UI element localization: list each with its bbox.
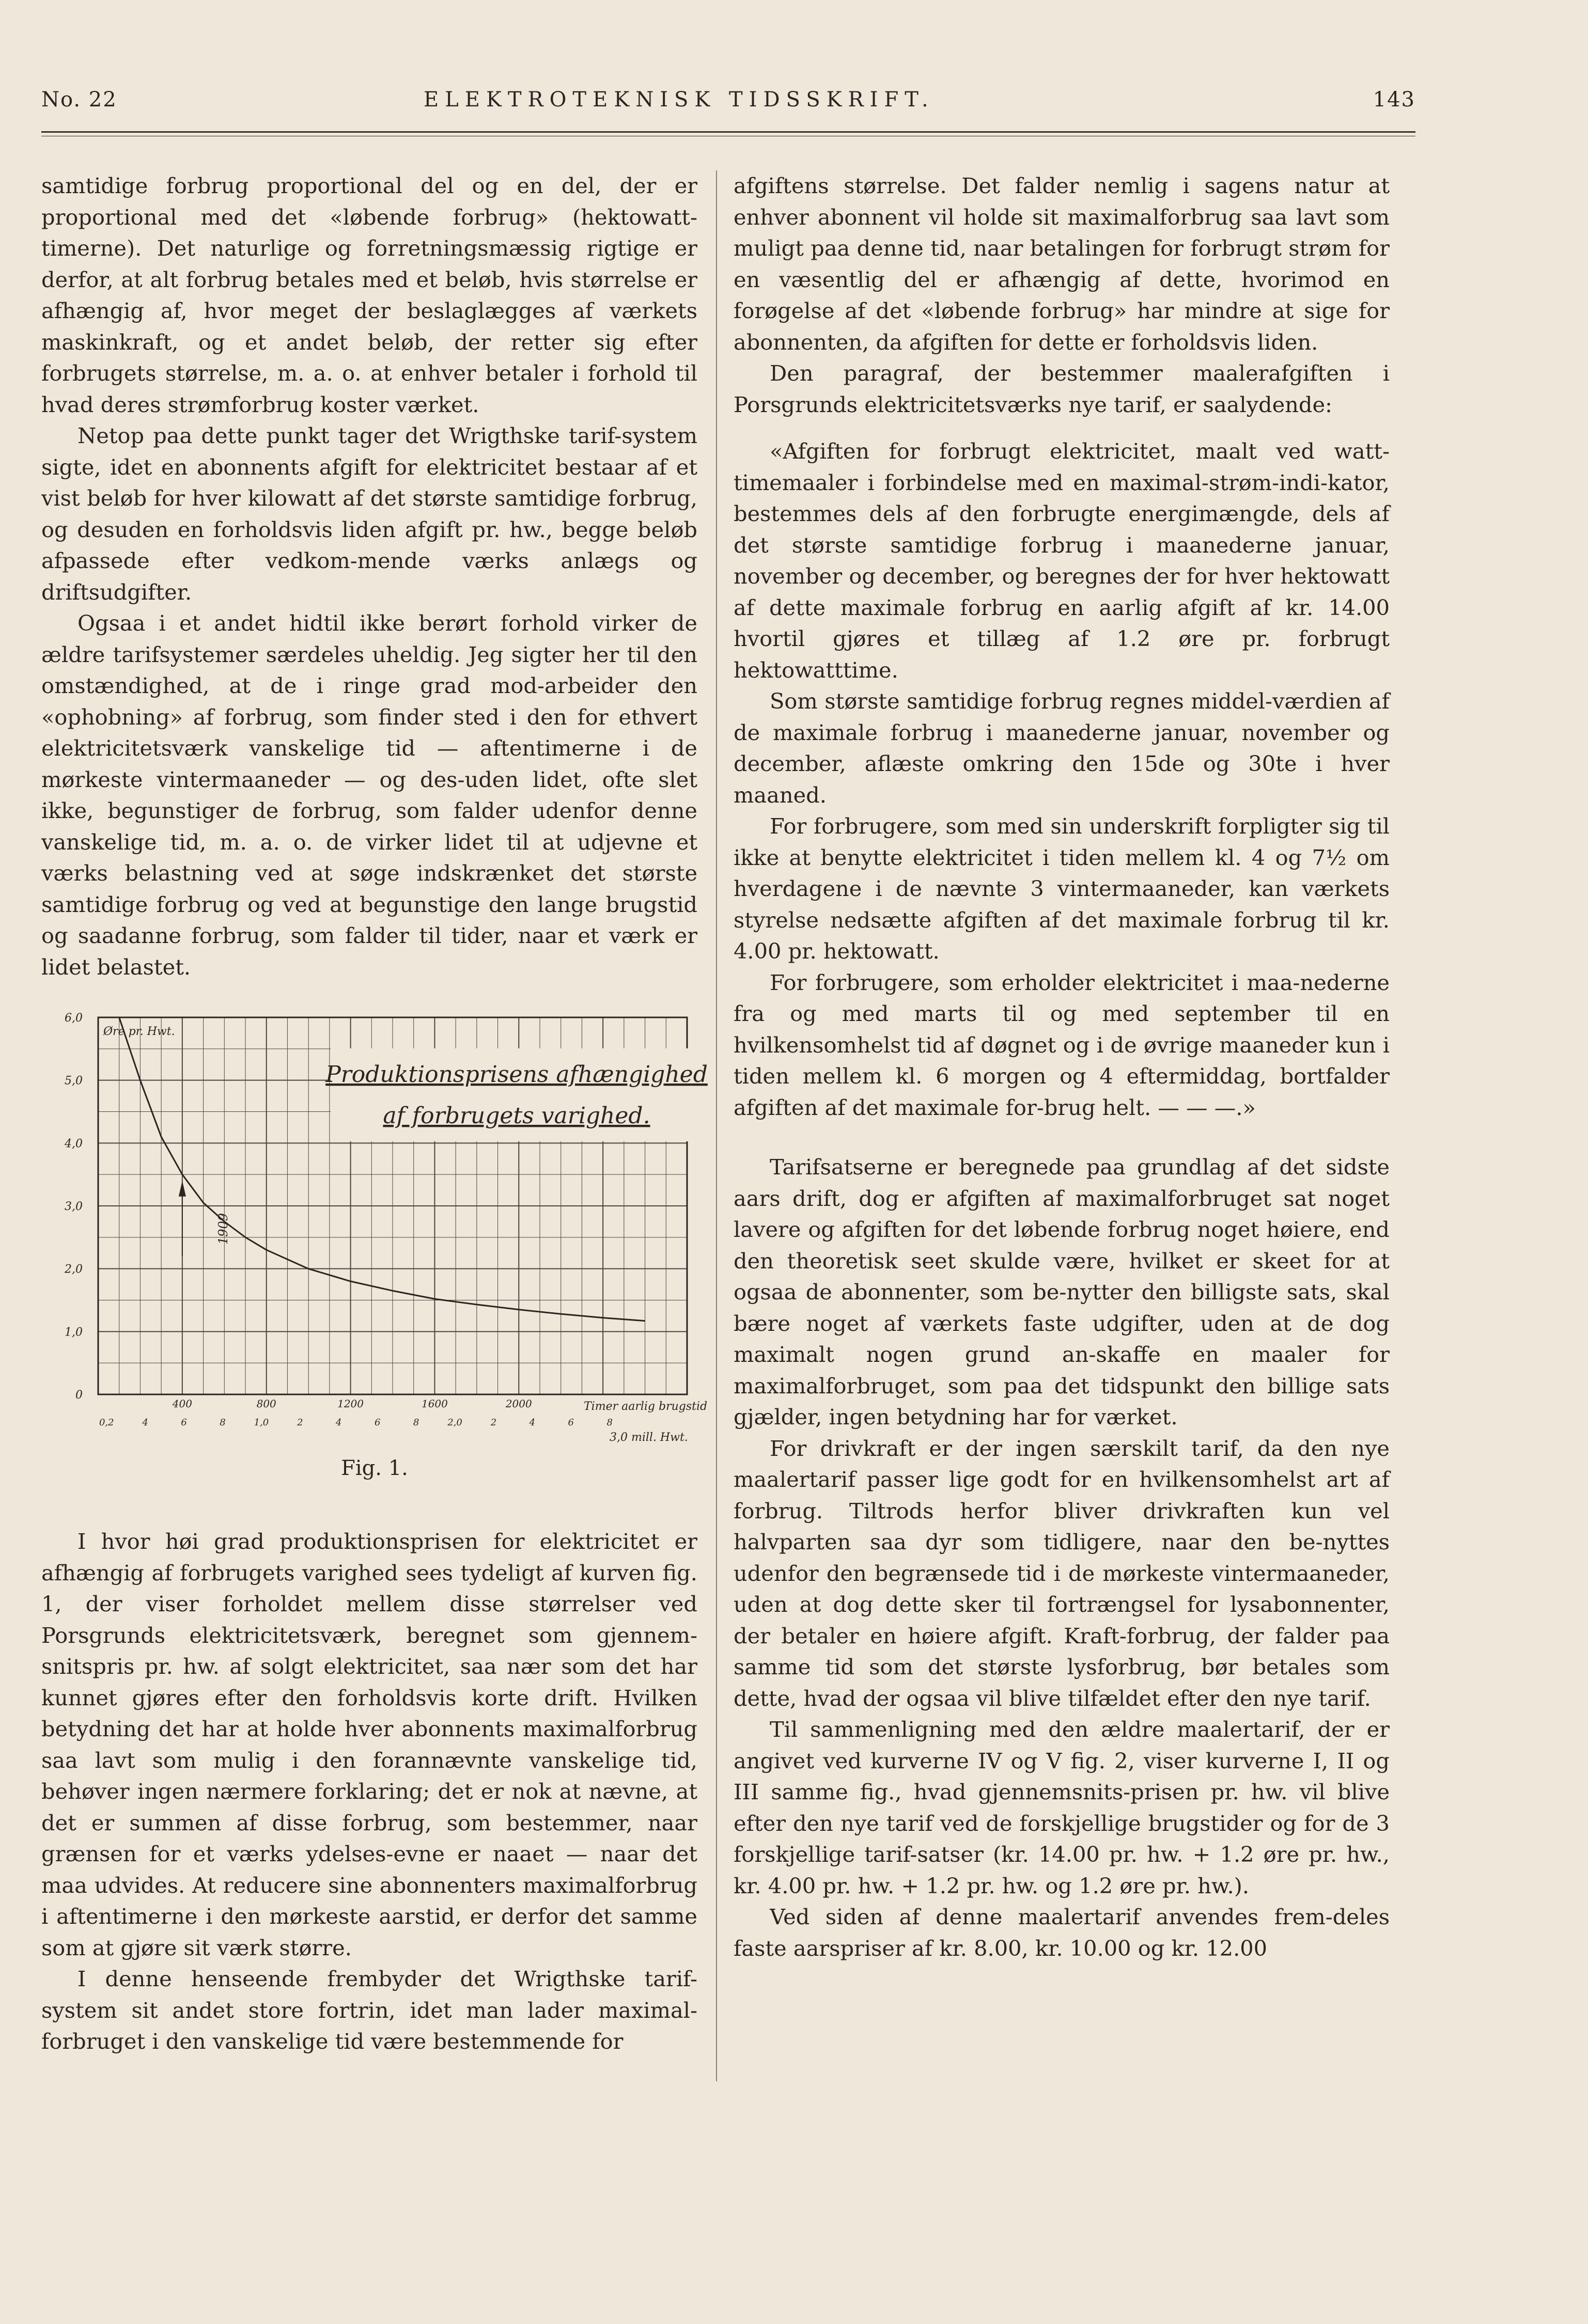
x-secondary-tick-label: 8: [413, 1417, 419, 1428]
issue-number: No. 22: [41, 88, 117, 112]
y-unit-label: Øre pr. Hwt.: [103, 1025, 175, 1038]
x-secondary-tick-label: 8: [220, 1417, 226, 1428]
x-tick-label: 1200: [337, 1397, 364, 1410]
x-secondary-tick-label: 6: [374, 1417, 381, 1428]
paragraph: afgiftens størrelse. Det falder nemlig i sagens natur at enhver abonnent vil holde sit maximalforbrug saa lavt som muligt paa denne tid, naar betalingen for forbrugt strøm for en væsentlig del er afhængig af dette, hvorimod en forøgelse af det «løbende forbrug» har mindre at sige for abonnenten, da afgiften for dette er forholdsvis liden.: [734, 173, 1390, 355]
header-rule: [41, 131, 1415, 133]
x-tick-label: 800: [256, 1397, 276, 1410]
left-column-continued: [41, 1526, 697, 2058]
y-tick-label: 5,0: [65, 1074, 83, 1088]
tariff-quote-paragraph: For forbrugere, som erholder elektricitet i maa-nederne fra og med marts til og med september til en hvilkensomhelst tid af døgnet og i de øvrige maaneder kun i tiden mellem kl. 6 morgen og 4 eftermiddag, bortfalder afgiften af det maximale for-brug helt. — — —.»: [734, 969, 1390, 1120]
production-price-chart: [41, 1002, 708, 1456]
y-tick-label: 3,0: [65, 1200, 83, 1213]
y-tick-label: 4,0: [65, 1137, 83, 1151]
x-secondary-tick-label: 1,0: [254, 1417, 269, 1428]
paragraph: For drivkraft er der ingen særskilt tarif, da den nye maalertarif passer lige godt for en hvilkensomhelst art af forbrug. Tiltrods herfor bliver drivkraften kun vel halvparten saa dyr som tidligere, naar den be-nyttes udenfor den begrænsede tid i de mørkeste vintermaaneder, uden at dog dette sker til fortrængsel for lysabonnenter, der betaler en høiere afgift. Kraft-forbrug, der falder paa samme tid som det største lysforbrug, bør betales som dette, hvad der ogsaa vil blive tilfældet efter den nye tarif.: [734, 1435, 1390, 1711]
curve-arrow-head: [179, 1181, 186, 1196]
paragraph: Netop paa dette punkt tager det Wrigthske tarif-system sigte, idet en abonnents afgift for elektricitet bestaar af et vist beløb for hver kilowatt af det største samtidige forbrug, og desuden en forholdsvis liden afgift pr. hw., begge beløb afpassede efter vedkom-mende værks anlægs og driftsudgifter.: [41, 423, 697, 605]
paragraph: Tarifsatserne er beregnede paa grundlag af det sidste aars drift, dog er afgiften af maximalforbruget sat noget lavere og afgiften for det løbende forbrug noget høiere, end den theoretisk seet skulde være, hvilket er skeet for at ogsaa de abonnenter, som be-nytter den billigste sats, skal bære noget af værkets faste udgifter, uden at de dog maximalt nogen grund an-skaffe en maaler for maximalforbruget, som paa det tidspunkt den billige sats gjælder, ingen betydning har for værket.: [734, 1154, 1390, 1430]
paragraph: I denne henseende frembyder det Wrigthske tarif-system sit andet store fortrin, idet man lader maximal-forbruget i den vanskelige tid være bestemmende for: [41, 1966, 697, 2054]
x-secondary-tick-label: 2,0: [447, 1417, 462, 1428]
page-header: [41, 88, 1415, 124]
x-secondary-tick-label: 2: [490, 1417, 497, 1428]
figure-1: [41, 1002, 708, 1498]
x-axis-note: Timer aarlig brugstid.: [584, 1400, 708, 1413]
x-secondary-tick-label: 4: [336, 1417, 342, 1428]
y-tick-label: 6,0: [65, 1012, 83, 1025]
x-mill-label: 3,0 mill. Hwt.: [610, 1431, 688, 1444]
right-column: [734, 170, 1390, 1964]
tariff-quote-paragraph: Som største samtidige forbrug regnes middel-værdien af de maximale forbrug i maanederne januar, november og december, aflæste omkring den 15de og 30te i hver maaned.: [734, 688, 1390, 808]
chart-title-line-1: Produktionsprisens afhængighed: [325, 1061, 708, 1088]
y-tick-label: 0: [75, 1389, 83, 1402]
chart-title-line-2: af forbrugets varighed.: [383, 1103, 650, 1129]
x-secondary-tick-label: 4: [529, 1417, 536, 1428]
x-tick-label: 2000: [505, 1397, 532, 1410]
x-secondary-tick-label: 2: [297, 1417, 303, 1428]
x-secondary-tick-label: 8: [606, 1417, 613, 1428]
x-tick-label: 1600: [421, 1397, 448, 1410]
paragraph: I hvor høi grad produktionsprisen for elektricitet er afhængig af forbrugets varighed sees tydeligt af kurven fig. 1, der viser forholdet mellem disse størrelser ved Porsgrunds elektricitetsværk, beregnet som gjennem-snitspris pr. hw. af solgt elektricitet, saa nær som det har kunnet gjøres efter den forholdsvis korte drift. Hvilken betydning det har at holde hver abonnents maximalforbrug saa lavt som mulig i den forannævnte vanskelige tid, behøver ingen nærmere forklaring; det er nok at nævne, at det er summen af disse forbrug, som bestemmer, naar grænsen for et værks ydelses-evne er naaet — naar det maa udvides. At reducere sine abonnenters maximalforbrug i aftentimerne i den mørkeste aarstid, er derfor det samme som at gjøre sit værk større.: [41, 1529, 697, 1960]
y-tick-label: 2,0: [65, 1263, 83, 1276]
x-secondary-tick-label: 4: [142, 1417, 148, 1428]
paragraph: samtidige forbrug proportional del og en del, der er proportional med det «løbende forbrug» (hektowatt-timerne). Det naturlige og forretningsmæssig rigtige er derfor, at alt forbrug betales med et beløb, hvis størrelse er afhængig af, hvor meget der beslaglægges af værkets maskinkraft, og et andet beløb, der retter sig efter forbrugets størrelse, m. a. o. at enhver betaler i forhold til hvad deres strømforbrug koster værket.: [41, 173, 697, 417]
figure-caption: Fig. 1.: [341, 1456, 408, 1480]
x-secondary-tick-label: 6: [181, 1417, 187, 1428]
paragraph: Ved siden af denne maalertarif anvendes frem-deles faste aarspriser af kr. 8.00, kr. 10.00 og kr. 12.00: [734, 1904, 1390, 1961]
tariff-quote-paragraph: «Afgiften for forbrugt elektricitet, maalt ved watt-timemaaler i forbindelse med en maximal-strøm-indi-kator, bestemmes dels af den forbrugte energimængde, dels af det største samtidige forbrug i maanederne januar, november og december, og beregnes der for hver hektowatt af dette maximale forbrug en aarlig afgift af kr. 14.00 hvortil gjøres et tillæg af 1.2 øre pr. forbrugt hektowatttime.: [734, 438, 1390, 683]
paragraph: Ogsaa i et andet hidtil ikke berørt forhold virker de ældre tarifsystemer særdeles uheldig. Jeg sigter her til den omstændighed, at de i ringe grad mod-arbeider den «ophobning» af forbrug, som finder sted i den for ethvert elektricitetsværk vanskelige tid — aftentimerne i de mørkeste vintermaaneder — og des-uden lidet, ofte slet ikke, begunstiger de forbrug, som falder udenfor denne vanskelige tid, m. a. o. de virker lidet til at udjevne et værks belastning ved at søge indskrænket det største samtidige forbrug og ved at begunstige den lange brugstid og saadanne forbrug, som falder til tider, naar et værk er lidet belastet.: [41, 610, 697, 980]
page-number: 143: [1373, 88, 1415, 112]
journal-title: ELEKTROTEKNISK TIDSSKRIFT.: [424, 88, 935, 112]
left-column: [41, 170, 697, 983]
x-secondary-tick-label: 6: [568, 1417, 574, 1428]
x-secondary-tick-label: 0,2: [99, 1417, 114, 1428]
y-tick-label: 1,0: [65, 1326, 83, 1339]
paragraph: Til sammenligning med den ældre maalertarif, der er angivet ved kurverne IV og V fig. 2, viser kurverne I, II og III samme fig., hvad gjennemsnits-prisen pr. hw. vil blive efter den nye tarif ved de forskjellige brugstider og for de 3 forskjellige tarif-satser (kr. 14.00 pr. hw. + 1.2 øre pr. hw., kr. 4.00 pr. hw. + 1.2 pr. hw. og 1.2 øre pr. hw.).: [734, 1717, 1390, 1898]
x-tick-label: 400: [172, 1397, 192, 1410]
curve-label: 1909: [216, 1213, 230, 1245]
tariff-quote-paragraph: For forbrugere, som med sin underskrift forpligter sig til ikke at benytte elektricitet i tiden mellem kl. 4 og 7½ om hverdagene i de nævnte 3 vintermaaneder, kan værkets styrelse nedsætte afgiften af det maximale forbrug til kr. 4.00 pr. hektowatt.: [734, 813, 1390, 964]
paragraph: Den paragraf, der bestemmer maalerafgiften i Porsgrunds elektricitetsværks nye tarif, er saalydende:: [734, 360, 1390, 417]
column-divider: [716, 170, 717, 2081]
